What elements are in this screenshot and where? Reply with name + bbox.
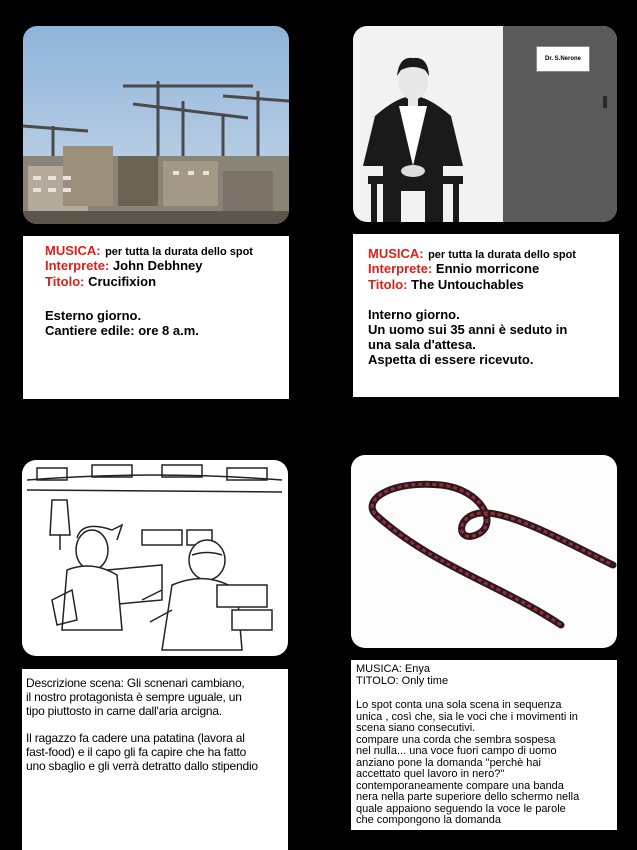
scene-desc-line: tipo piuttosto in carne dall'aria arcigna. xyxy=(26,704,223,718)
scene-desc-line: nel nulla... una voce fuori campo di uomo xyxy=(356,745,557,757)
scene-desc-line: contemporaneamente compare una banda xyxy=(356,779,564,792)
panel2-text-card xyxy=(353,234,619,397)
scene-desc-line: scena siano consecutivi. xyxy=(356,722,476,734)
panel1-text-card xyxy=(23,236,289,399)
scene-desc-line: uno sbaglio e gli verrà detratto dallo stipendio xyxy=(26,759,258,773)
scene-desc-line: unica , così che, sia le voci che i movimenti in xyxy=(356,710,578,723)
musica-text: per tutta la durata dello spot xyxy=(428,249,576,261)
interprete-value: John Debhney xyxy=(112,258,203,273)
construction-site-image xyxy=(23,26,289,224)
interprete-value: Ennio morricone xyxy=(435,261,540,276)
titolo-label: Titolo: xyxy=(45,274,85,289)
scene-desc-line: Lo spot conta una sola scena in sequenza xyxy=(356,699,562,711)
scene-desc-line: compare una corda che sembra sospesa xyxy=(356,733,556,746)
scene-desc-line: accettato quel lavoro in nero?" xyxy=(356,768,505,780)
door-sign-text: Dr. S.Nerone xyxy=(544,56,581,62)
scene-desc-line: Descrizione scena: Gli scnenari cambiano, xyxy=(26,676,245,690)
fastfood-cartoon-image xyxy=(22,460,288,656)
panel3-text-card xyxy=(22,669,288,850)
scene-desc-line: Il ragazzo fa cadere una patatina (lavora al xyxy=(26,731,245,745)
scene-desc-line: Cantiere edile: ore 8 a.m. xyxy=(45,323,199,338)
interprete-label: Interprete: xyxy=(368,261,433,276)
scene-desc-line: anziano pone la domanda "perchè hai xyxy=(356,756,541,769)
scene-desc-line: Aspetta di essere ricevuto. xyxy=(368,352,534,367)
titolo-value: Crucifixion xyxy=(88,274,157,289)
scene-desc-line: fast-food) e il capo gli fa capire che ha fatto xyxy=(26,745,247,759)
scene-desc-line: Interno giorno. xyxy=(368,307,460,322)
door-sign xyxy=(536,46,590,72)
scene-desc-line: una sala d'attesa. xyxy=(368,337,476,352)
musica-label: MUSICA: xyxy=(368,246,424,261)
musica-line: MUSICA: Enya xyxy=(356,663,430,675)
scene-desc-line: nera nella parte superiore dello schermo nella xyxy=(356,791,580,803)
scene-desc-line: che compongono la domanda xyxy=(356,814,501,826)
rope-image xyxy=(351,455,617,648)
scene-desc-line: il nostro protagonista è sempre uguale, un xyxy=(26,690,242,704)
scene-desc-line: Un uomo sui 35 anni è seduto in xyxy=(368,322,568,337)
titolo-label: Titolo: xyxy=(368,277,408,292)
titolo-value: The Untouchables xyxy=(411,277,524,292)
waiting-room-image xyxy=(353,26,617,222)
musica-text: per tutta la durata dello spot xyxy=(105,246,253,258)
panel4-text-card xyxy=(351,660,617,830)
musica-label: MUSICA: xyxy=(45,243,101,258)
scene-desc-line: quale appaiono seguendo la voce le parole xyxy=(356,802,566,815)
scene-desc-line: Esterno giorno. xyxy=(45,308,142,323)
interprete-label: Interprete: xyxy=(45,258,110,273)
titolo-line: TITOLO: Only time xyxy=(356,674,449,687)
